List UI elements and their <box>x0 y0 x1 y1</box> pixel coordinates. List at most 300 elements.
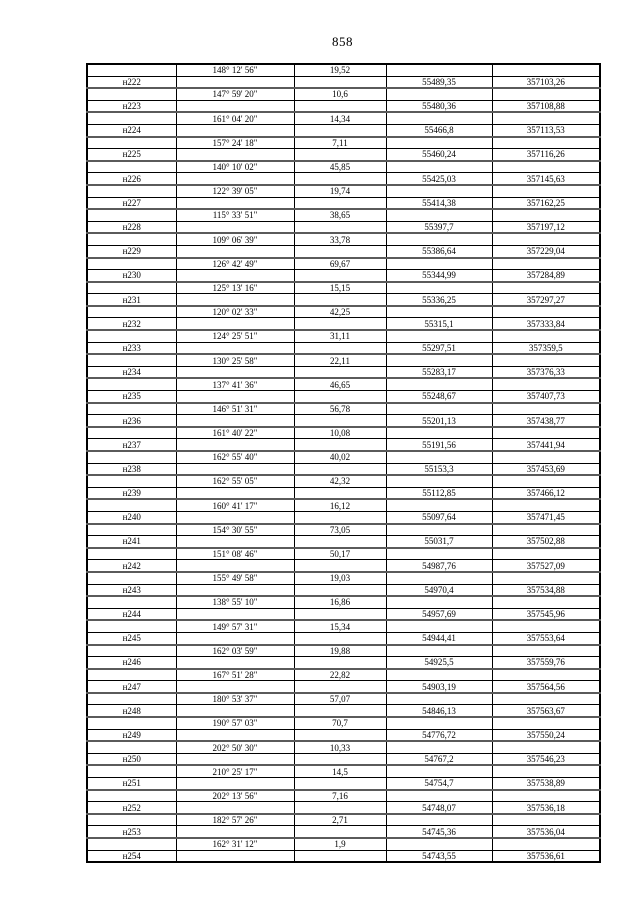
traverse-coordinates-table <box>86 63 601 863</box>
angle-cell: 162° 55' 05" <box>176 475 294 487</box>
empty-point-cell <box>87 669 176 681</box>
page-number: 858 <box>332 34 353 49</box>
empty-angle-cell <box>176 850 294 862</box>
y-coordinate-cell: 357376,33 <box>492 366 600 378</box>
x-coordinate-cell: 54944,41 <box>386 632 492 644</box>
angle-distance-row <box>87 572 600 584</box>
empty-distance-cell <box>294 753 386 765</box>
x-coordinate-cell: 54743,55 <box>386 850 492 862</box>
distance-cell: 50,17 <box>294 548 386 560</box>
point-coordinates-row <box>87 729 600 741</box>
y-coordinate-cell: 357116,26 <box>492 149 600 161</box>
angle-distance-row <box>87 741 600 753</box>
point-coordinates-row <box>87 850 600 862</box>
x-coordinate-cell: 55466,8 <box>386 124 492 136</box>
x-coordinate-cell: 55097,64 <box>386 511 492 523</box>
empty-point-cell <box>87 427 176 439</box>
y-coordinate-cell: 357527,09 <box>492 560 600 572</box>
angle-cell: 162° 55' 40" <box>176 451 294 463</box>
empty-distance-cell <box>294 415 386 427</box>
point-coordinates-row <box>87 802 600 814</box>
y-coordinate-cell: 357359,5 <box>492 342 600 354</box>
angle-cell: 122° 39' 05" <box>176 185 294 197</box>
empty-angle-cell <box>176 124 294 136</box>
point-name-cell: н237 <box>87 439 176 451</box>
distance-cell: 42,32 <box>294 475 386 487</box>
x-coordinate-cell: 54987,76 <box>386 560 492 572</box>
y-coordinate-cell: 357113,53 <box>492 124 600 136</box>
distance-cell: 10,08 <box>294 427 386 439</box>
empty-y-cell <box>492 233 600 245</box>
empty-y-cell <box>492 814 600 826</box>
point-coordinates-row <box>87 705 600 717</box>
point-coordinates-row <box>87 124 600 136</box>
distance-cell: 19,52 <box>294 64 386 76</box>
point-coordinates-row <box>87 221 600 233</box>
empty-angle-cell <box>176 681 294 693</box>
empty-angle-cell <box>176 802 294 814</box>
distance-cell: 33,78 <box>294 233 386 245</box>
empty-point-cell <box>87 572 176 584</box>
empty-distance-cell <box>294 294 386 306</box>
x-coordinate-cell: 54903,19 <box>386 681 492 693</box>
x-coordinate-cell: 55153,3 <box>386 463 492 475</box>
empty-distance-cell <box>294 632 386 644</box>
y-coordinate-cell: 357162,25 <box>492 197 600 209</box>
empty-x-cell <box>386 693 492 705</box>
empty-point-cell <box>87 306 176 318</box>
angle-cell: 115° 33' 51" <box>176 209 294 221</box>
empty-distance-cell <box>294 802 386 814</box>
point-name-cell: н236 <box>87 415 176 427</box>
point-coordinates-row <box>87 197 600 209</box>
distance-cell: 7,11 <box>294 137 386 149</box>
point-name-cell: н227 <box>87 197 176 209</box>
angle-cell: 154° 30' 55" <box>176 524 294 536</box>
empty-x-cell <box>386 233 492 245</box>
angle-cell: 155° 49' 58" <box>176 572 294 584</box>
empty-distance-cell <box>294 850 386 862</box>
empty-distance-cell <box>294 608 386 620</box>
empty-y-cell <box>492 499 600 511</box>
angle-cell: 151° 08' 46" <box>176 548 294 560</box>
empty-point-cell <box>87 330 176 342</box>
angle-distance-row <box>87 112 600 124</box>
distance-cell: 15,34 <box>294 620 386 632</box>
distance-cell: 7,16 <box>294 790 386 802</box>
angle-distance-row <box>87 209 600 221</box>
point-name-cell: н241 <box>87 536 176 548</box>
empty-angle-cell <box>176 149 294 161</box>
angle-cell: 161° 40' 22" <box>176 427 294 439</box>
x-coordinate-cell: 55201,13 <box>386 415 492 427</box>
empty-angle-cell <box>176 294 294 306</box>
y-coordinate-cell: 357563,67 <box>492 705 600 717</box>
x-coordinate-cell: 54745,36 <box>386 826 492 838</box>
point-coordinates-row <box>87 584 600 596</box>
y-coordinate-cell: 357536,18 <box>492 802 600 814</box>
empty-point-cell <box>87 693 176 705</box>
empty-distance-cell <box>294 391 386 403</box>
angle-cell: 162° 03' 59" <box>176 645 294 657</box>
empty-x-cell <box>386 378 492 390</box>
empty-angle-cell <box>176 487 294 499</box>
distance-cell: 42,25 <box>294 306 386 318</box>
empty-angle-cell <box>176 197 294 209</box>
point-coordinates-row <box>87 415 600 427</box>
empty-x-cell <box>386 88 492 100</box>
x-coordinate-cell: 55386,64 <box>386 245 492 257</box>
point-coordinates-row <box>87 439 600 451</box>
angle-distance-row <box>87 330 600 342</box>
empty-y-cell <box>492 88 600 100</box>
distance-cell: 56,78 <box>294 403 386 415</box>
angle-cell: 202° 13' 56" <box>176 790 294 802</box>
empty-angle-cell <box>176 463 294 475</box>
empty-distance-cell <box>294 778 386 790</box>
angle-distance-row <box>87 185 600 197</box>
angle-distance-row <box>87 137 600 149</box>
distance-cell: 14,34 <box>294 112 386 124</box>
empty-x-cell <box>386 475 492 487</box>
empty-distance-cell <box>294 366 386 378</box>
angle-distance-row <box>87 233 600 245</box>
empty-y-cell <box>492 185 600 197</box>
empty-distance-cell <box>294 826 386 838</box>
empty-distance-cell <box>294 221 386 233</box>
angle-distance-row <box>87 499 600 511</box>
point-coordinates-row <box>87 100 600 112</box>
angle-cell: 130° 25' 58" <box>176 354 294 366</box>
empty-y-cell <box>492 258 600 270</box>
angle-cell: 161° 04' 20" <box>176 112 294 124</box>
empty-angle-cell <box>176 778 294 790</box>
empty-x-cell <box>386 282 492 294</box>
empty-distance-cell <box>294 76 386 88</box>
empty-angle-cell <box>176 366 294 378</box>
distance-cell: 57,07 <box>294 693 386 705</box>
empty-y-cell <box>492 427 600 439</box>
angle-cell: 167° 51' 28" <box>176 669 294 681</box>
empty-y-cell <box>492 112 600 124</box>
empty-x-cell <box>386 354 492 366</box>
y-coordinate-cell: 357534,88 <box>492 584 600 596</box>
angle-distance-row <box>87 282 600 294</box>
point-name-cell: н224 <box>87 124 176 136</box>
point-name-cell: н231 <box>87 294 176 306</box>
point-coordinates-row <box>87 318 600 330</box>
empty-x-cell <box>386 620 492 632</box>
angle-distance-row <box>87 161 600 173</box>
angle-distance-row <box>87 64 600 76</box>
empty-angle-cell <box>176 221 294 233</box>
point-name-cell: н254 <box>87 850 176 862</box>
empty-angle-cell <box>176 705 294 717</box>
empty-y-cell <box>492 161 600 173</box>
point-name-cell: н242 <box>87 560 176 572</box>
x-coordinate-cell: 55414,38 <box>386 197 492 209</box>
x-coordinate-cell: 55297,51 <box>386 342 492 354</box>
angle-distance-row <box>87 548 600 560</box>
empty-point-cell <box>87 717 176 729</box>
empty-distance-cell <box>294 511 386 523</box>
empty-y-cell <box>492 378 600 390</box>
y-coordinate-cell: 357536,04 <box>492 826 600 838</box>
distance-cell: 40,02 <box>294 451 386 463</box>
x-coordinate-cell: 55460,24 <box>386 149 492 161</box>
angle-cell: 124° 25' 51" <box>176 330 294 342</box>
empty-y-cell <box>492 669 600 681</box>
empty-angle-cell <box>176 173 294 185</box>
point-name-cell: н245 <box>87 632 176 644</box>
y-coordinate-cell: 357438,77 <box>492 415 600 427</box>
empty-y-cell <box>492 306 600 318</box>
empty-angle-cell <box>176 100 294 112</box>
empty-distance-cell <box>294 342 386 354</box>
angle-cell: 180° 53' 37" <box>176 693 294 705</box>
angle-distance-row <box>87 88 600 100</box>
y-coordinate-cell: 357407,73 <box>492 391 600 403</box>
angle-cell: 125° 13' 16" <box>176 282 294 294</box>
angle-distance-row <box>87 524 600 536</box>
empty-x-cell <box>386 64 492 76</box>
x-coordinate-cell: 54970,4 <box>386 584 492 596</box>
point-coordinates-row <box>87 391 600 403</box>
x-coordinate-cell: 54754,7 <box>386 778 492 790</box>
distance-cell: 16,12 <box>294 499 386 511</box>
empty-distance-cell <box>294 318 386 330</box>
angle-distance-row <box>87 669 600 681</box>
y-coordinate-cell: 357550,24 <box>492 729 600 741</box>
empty-x-cell <box>386 209 492 221</box>
empty-y-cell <box>492 64 600 76</box>
empty-distance-cell <box>294 681 386 693</box>
y-coordinate-cell: 357229,04 <box>492 245 600 257</box>
empty-x-cell <box>386 258 492 270</box>
point-name-cell: н233 <box>87 342 176 354</box>
x-coordinate-cell: 54925,5 <box>386 657 492 669</box>
empty-distance-cell <box>294 100 386 112</box>
point-name-cell: н226 <box>87 173 176 185</box>
empty-distance-cell <box>294 657 386 669</box>
empty-point-cell <box>87 645 176 657</box>
empty-x-cell <box>386 814 492 826</box>
angle-distance-row <box>87 451 600 463</box>
angle-distance-row <box>87 790 600 802</box>
distance-cell: 2,71 <box>294 814 386 826</box>
angle-distance-row <box>87 378 600 390</box>
point-name-cell: н223 <box>87 100 176 112</box>
point-name-cell: н239 <box>87 487 176 499</box>
empty-point-cell <box>87 88 176 100</box>
distance-cell: 38,65 <box>294 209 386 221</box>
empty-y-cell <box>492 620 600 632</box>
distance-cell: 69,67 <box>294 258 386 270</box>
point-coordinates-row <box>87 342 600 354</box>
distance-cell: 31,11 <box>294 330 386 342</box>
point-name-cell: н247 <box>87 681 176 693</box>
angle-cell: 157° 24' 18" <box>176 137 294 149</box>
angle-cell: 138° 55' 10" <box>176 596 294 608</box>
empty-point-cell <box>87 790 176 802</box>
empty-angle-cell <box>176 826 294 838</box>
point-coordinates-row <box>87 173 600 185</box>
y-coordinate-cell: 357333,84 <box>492 318 600 330</box>
empty-distance-cell <box>294 729 386 741</box>
empty-point-cell <box>87 548 176 560</box>
y-coordinate-cell: 357466,12 <box>492 487 600 499</box>
y-coordinate-cell: 357284,89 <box>492 270 600 282</box>
point-name-cell: н240 <box>87 511 176 523</box>
distance-cell: 19,88 <box>294 645 386 657</box>
empty-point-cell <box>87 620 176 632</box>
empty-point-cell <box>87 137 176 149</box>
x-coordinate-cell: 55489,35 <box>386 76 492 88</box>
point-name-cell: н250 <box>87 753 176 765</box>
empty-y-cell <box>492 741 600 753</box>
point-coordinates-row <box>87 681 600 693</box>
y-coordinate-cell: 357502,88 <box>492 536 600 548</box>
point-name-cell: н248 <box>87 705 176 717</box>
y-coordinate-cell: 357553,64 <box>492 632 600 644</box>
distance-cell: 10,6 <box>294 88 386 100</box>
distance-cell: 46,65 <box>294 378 386 390</box>
angle-cell: 147° 59' 20" <box>176 88 294 100</box>
empty-distance-cell <box>294 439 386 451</box>
empty-angle-cell <box>176 753 294 765</box>
empty-x-cell <box>386 790 492 802</box>
empty-x-cell <box>386 765 492 777</box>
empty-x-cell <box>386 451 492 463</box>
angle-distance-row <box>87 645 600 657</box>
x-coordinate-cell: 55480,36 <box>386 100 492 112</box>
angle-cell: 109° 06' 39" <box>176 233 294 245</box>
empty-x-cell <box>386 596 492 608</box>
empty-angle-cell <box>176 584 294 596</box>
angle-distance-row <box>87 765 600 777</box>
empty-distance-cell <box>294 124 386 136</box>
empty-distance-cell <box>294 584 386 596</box>
angle-cell: 210° 25' 17" <box>176 765 294 777</box>
empty-point-cell <box>87 814 176 826</box>
point-coordinates-row <box>87 560 600 572</box>
point-coordinates-row <box>87 76 600 88</box>
angle-cell: 202° 50' 30" <box>176 741 294 753</box>
empty-distance-cell <box>294 463 386 475</box>
x-coordinate-cell: 55425,03 <box>386 173 492 185</box>
empty-x-cell <box>386 161 492 173</box>
x-coordinate-cell: 55315,1 <box>386 318 492 330</box>
distance-cell: 16,86 <box>294 596 386 608</box>
empty-angle-cell <box>176 439 294 451</box>
empty-y-cell <box>492 765 600 777</box>
x-coordinate-cell: 55344,99 <box>386 270 492 282</box>
point-coordinates-row <box>87 511 600 523</box>
angle-cell: 149° 57' 31" <box>176 620 294 632</box>
empty-x-cell <box>386 669 492 681</box>
point-name-cell: н225 <box>87 149 176 161</box>
y-coordinate-cell: 357538,89 <box>492 778 600 790</box>
empty-x-cell <box>386 427 492 439</box>
empty-point-cell <box>87 741 176 753</box>
empty-y-cell <box>492 693 600 705</box>
empty-point-cell <box>87 209 176 221</box>
point-coordinates-row <box>87 778 600 790</box>
point-name-cell: н253 <box>87 826 176 838</box>
empty-point-cell <box>87 765 176 777</box>
empty-angle-cell <box>176 415 294 427</box>
angle-distance-row <box>87 427 600 439</box>
angle-cell: 162° 31' 12" <box>176 838 294 850</box>
empty-point-cell <box>87 233 176 245</box>
point-name-cell: н238 <box>87 463 176 475</box>
empty-x-cell <box>386 838 492 850</box>
empty-x-cell <box>386 741 492 753</box>
empty-y-cell <box>492 282 600 294</box>
point-name-cell: н232 <box>87 318 176 330</box>
empty-y-cell <box>492 596 600 608</box>
empty-point-cell <box>87 524 176 536</box>
distance-cell: 70,7 <box>294 717 386 729</box>
distance-cell: 1,9 <box>294 838 386 850</box>
y-coordinate-cell: 357108,88 <box>492 100 600 112</box>
angle-distance-row <box>87 814 600 826</box>
empty-x-cell <box>386 137 492 149</box>
point-coordinates-row <box>87 149 600 161</box>
empty-point-cell <box>87 185 176 197</box>
empty-x-cell <box>386 524 492 536</box>
empty-x-cell <box>386 306 492 318</box>
empty-distance-cell <box>294 487 386 499</box>
empty-distance-cell <box>294 705 386 717</box>
angle-cell: 126° 42' 49" <box>176 258 294 270</box>
x-coordinate-cell: 55031,7 <box>386 536 492 548</box>
traverse-coordinates-table-body <box>87 64 600 862</box>
y-coordinate-cell: 357197,12 <box>492 221 600 233</box>
empty-angle-cell <box>176 632 294 644</box>
x-coordinate-cell: 54767,2 <box>386 753 492 765</box>
empty-distance-cell <box>294 536 386 548</box>
distance-cell: 22,82 <box>294 669 386 681</box>
empty-x-cell <box>386 185 492 197</box>
point-coordinates-row <box>87 608 600 620</box>
empty-angle-cell <box>176 342 294 354</box>
point-name-cell: н230 <box>87 270 176 282</box>
point-name-cell: н246 <box>87 657 176 669</box>
empty-distance-cell <box>294 197 386 209</box>
y-coordinate-cell: 357471,45 <box>492 511 600 523</box>
angle-cell: 146° 51' 31" <box>176 403 294 415</box>
empty-distance-cell <box>294 560 386 572</box>
y-coordinate-cell: 357545,96 <box>492 608 600 620</box>
empty-y-cell <box>492 137 600 149</box>
empty-x-cell <box>386 330 492 342</box>
empty-point-cell <box>87 838 176 850</box>
x-coordinate-cell: 55283,17 <box>386 366 492 378</box>
empty-y-cell <box>492 790 600 802</box>
empty-angle-cell <box>176 536 294 548</box>
empty-y-cell <box>492 475 600 487</box>
angle-distance-row <box>87 717 600 729</box>
x-coordinate-cell: 54748,07 <box>386 802 492 814</box>
point-coordinates-row <box>87 657 600 669</box>
empty-point-cell <box>87 161 176 173</box>
empty-angle-cell <box>176 560 294 572</box>
empty-angle-cell <box>176 270 294 282</box>
angle-distance-row <box>87 693 600 705</box>
point-name-cell: н249 <box>87 729 176 741</box>
distance-cell: 15,15 <box>294 282 386 294</box>
